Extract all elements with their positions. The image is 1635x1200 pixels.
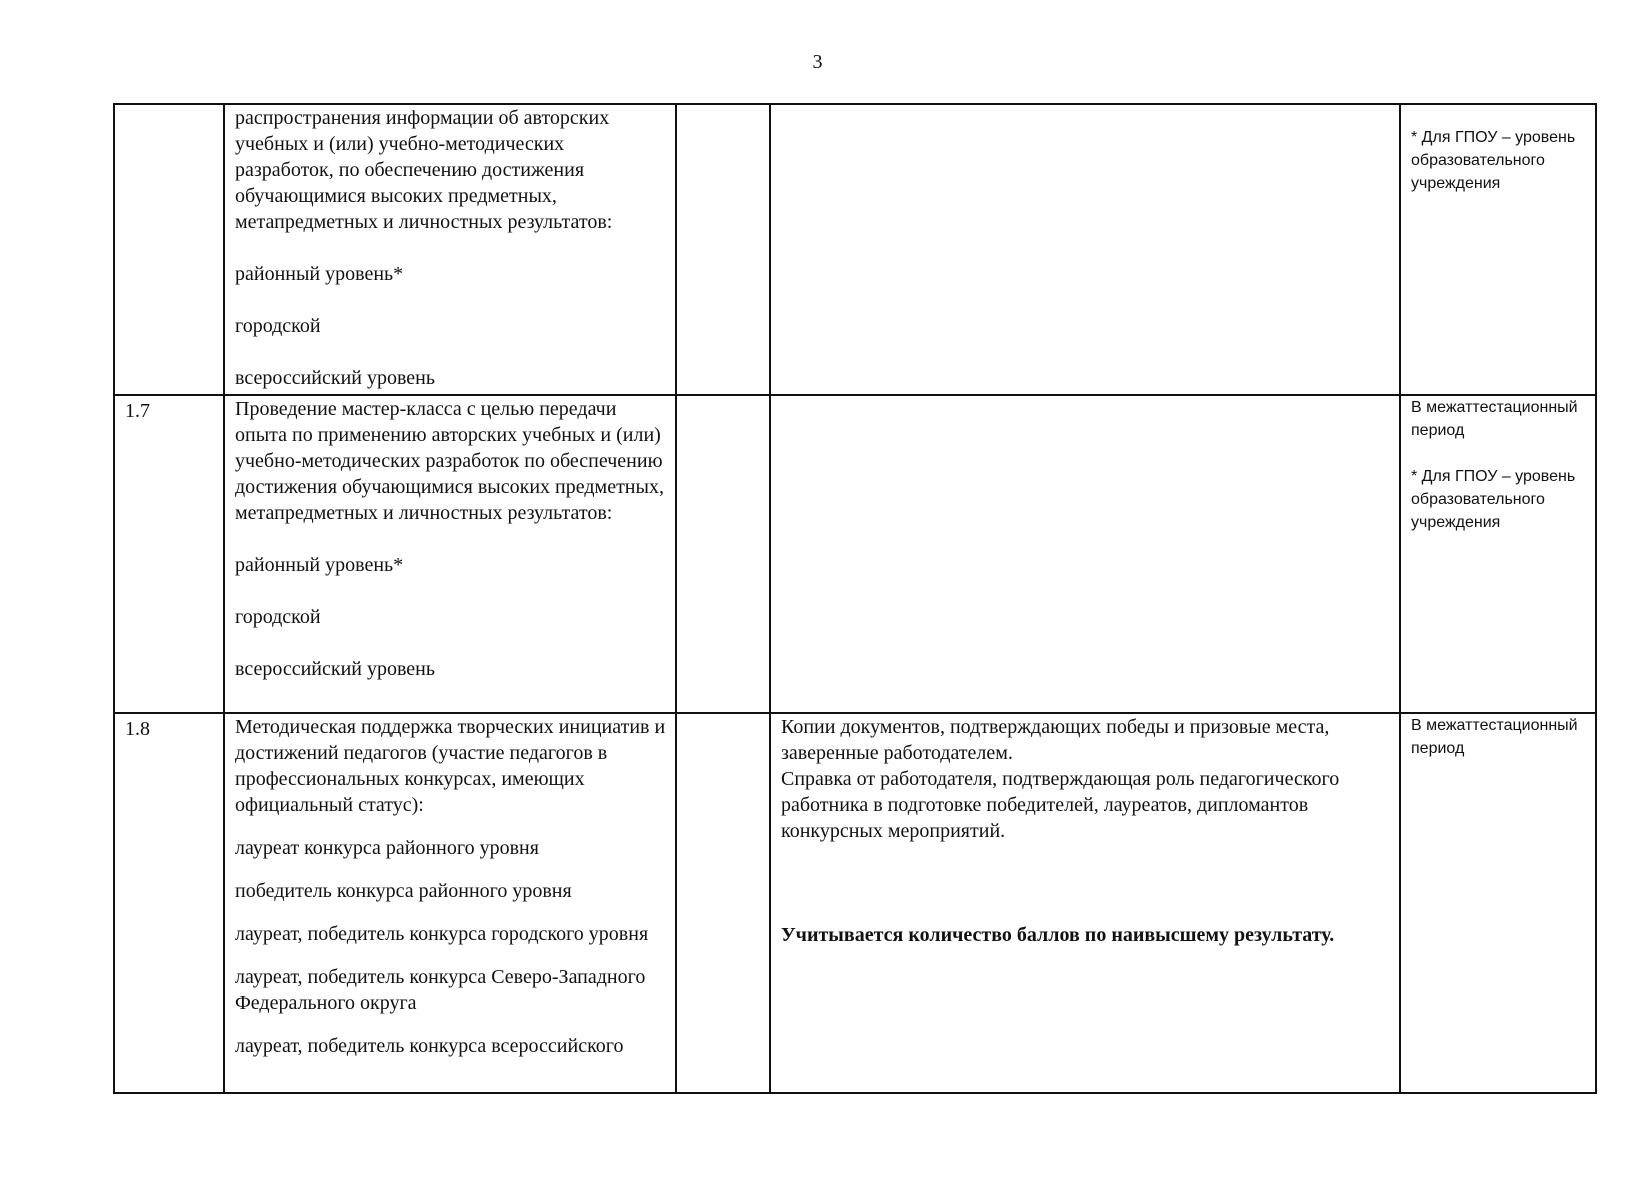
description-intro: Методическая поддержка творческих инициатив и достижений педагогов (участие педагогов в профессиональных конкурсах, имеющих официальный статус):	[235, 716, 666, 816]
note-text: * Для ГПОУ – уровень образовательного учреждения	[1411, 129, 1576, 192]
note-text: * Для ГПОУ – уровень образовательного учреждения	[1411, 468, 1576, 531]
criteria-table	[113, 103, 1597, 1094]
level-item: лауреат, победитель конкурса всероссийского	[235, 1035, 624, 1057]
level-item: всероссийский уровень	[235, 367, 436, 389]
note-cell	[1400, 395, 1596, 713]
description-intro: распространения информации об авторских учебных и (или) учебно-методических разработок, по обеспечению достижения обучающимися высоких предметных, метапредметных и личностных результатов:	[235, 107, 613, 233]
note-cell	[1400, 104, 1596, 395]
level-item: всероссийский уровень	[235, 658, 436, 680]
row-number: 1.8	[125, 718, 150, 740]
description-cell	[224, 104, 676, 395]
description-intro: Проведение мастер-класса с целью передачи опыта по применению авторских учебных и (или) учебно-методических разработок по обеспечению достижения обучающимися высоких предметных, метапредметных и личностных результатов:	[235, 398, 664, 524]
table-row	[114, 104, 1596, 395]
row-number-cell	[114, 713, 224, 1093]
documents-reference: Справка от работодателя, подтверждающая роль педагогического работника в подготовке победителей, лауреатов, дипломантов конкурсных мероприятий.	[781, 768, 1340, 842]
documents-cell	[770, 395, 1400, 713]
level-item: победитель конкурса районного уровня	[235, 880, 572, 902]
table-row	[114, 713, 1596, 1093]
documents-cell	[770, 104, 1400, 395]
documents-cell	[770, 713, 1400, 1093]
documents-copies: Копии документов, подтверждающих победы и призовые места, заверенные работодателем.	[781, 716, 1330, 764]
level-item: лауреат конкурса районного уровня	[235, 837, 539, 859]
table-row	[114, 395, 1596, 713]
note-cell	[1400, 713, 1596, 1093]
description-cell	[224, 395, 676, 713]
documents-scoring-rule: Учитывается количество баллов по наивысшему результату.	[781, 924, 1335, 946]
level-item: городской	[235, 315, 321, 337]
level-item: лауреат, победитель конкурса Северо-Западного Федерального округа	[235, 966, 646, 1014]
level-item: лауреат, победитель конкурса городского уровня	[235, 923, 649, 945]
points-cell	[676, 713, 770, 1093]
description-cell	[224, 713, 676, 1093]
row-number-cell	[114, 395, 224, 713]
level-item: городской	[235, 606, 321, 628]
points-cell	[676, 395, 770, 713]
row-number: 1.7	[125, 400, 150, 422]
note-period: В межаттестационный период	[1411, 717, 1578, 757]
level-item: районный уровень*	[235, 554, 404, 576]
row-number-cell	[114, 104, 224, 395]
note-period: В межаттестационный период	[1411, 399, 1578, 439]
level-item: районный уровень*	[235, 263, 404, 285]
points-cell	[676, 104, 770, 395]
page-number: 3	[812, 51, 823, 73]
row-number	[115, 105, 223, 107]
